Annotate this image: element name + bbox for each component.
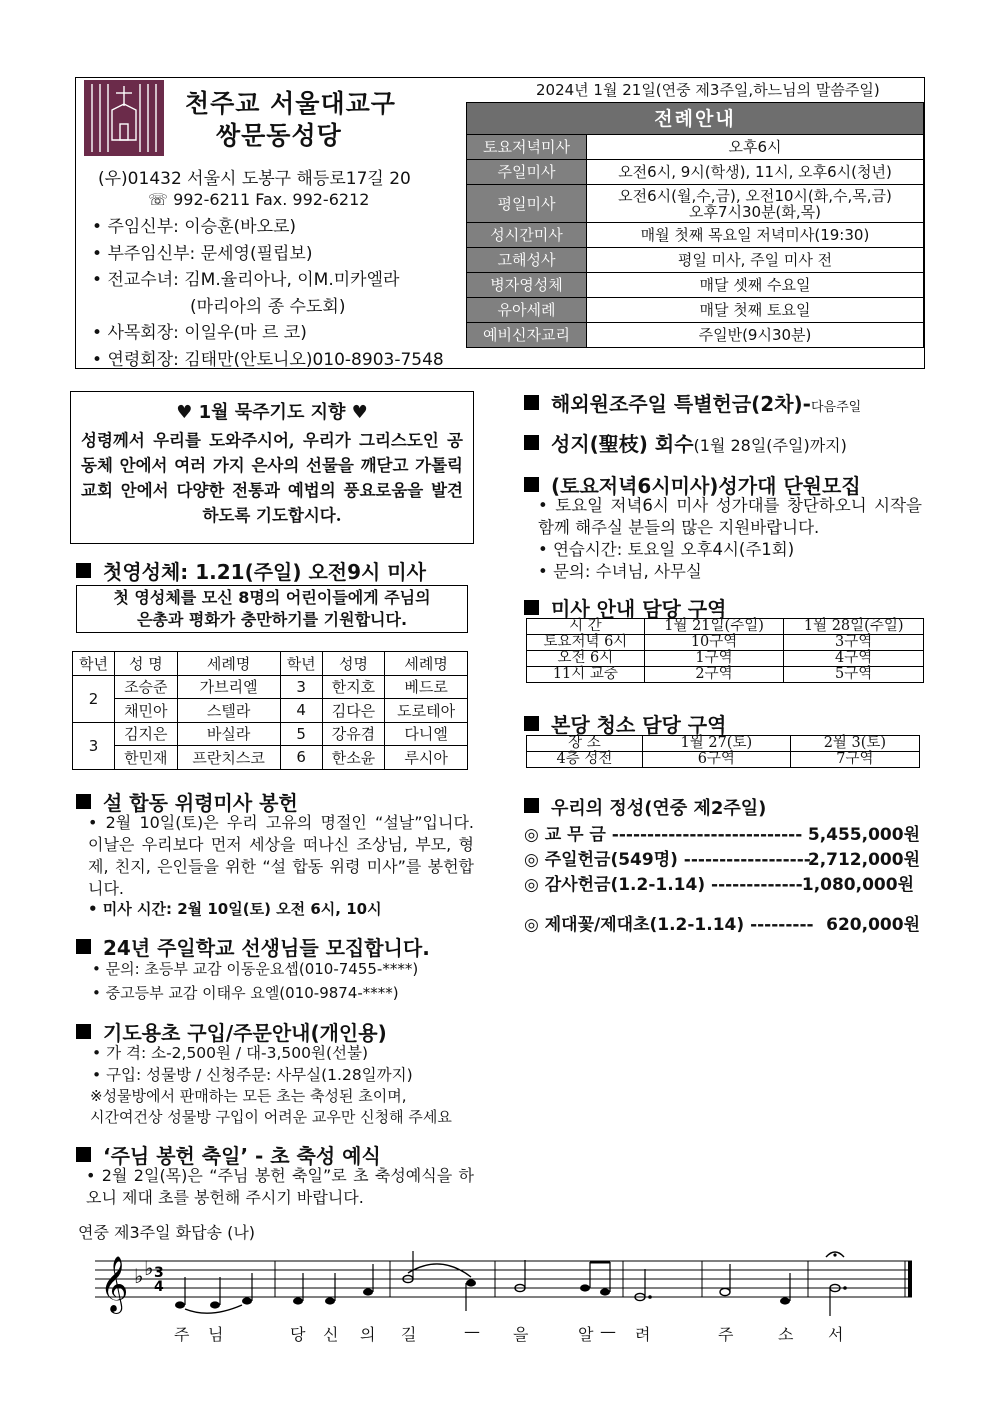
cleaning-section-title: 본당 청소 담당 구역 [524, 709, 726, 738]
lyric-syllable: 서 [828, 1325, 844, 1344]
teachers-section-title: 24년 주일학교 선생님들 모집합니다. [76, 932, 430, 961]
lyric-syllable: 당 [290, 1325, 306, 1344]
table-row: 채민아 스텔라 4 김다은 도로테아 [73, 699, 468, 723]
liturgy-value-line: 오후7시30분(화,목) [688, 202, 822, 221]
lyrics [90, 1322, 920, 1344]
offering-row: ◎ 주일헌금(549명) ------------------ 2,712,000원 [524, 850, 920, 870]
memorial-section-title: 설 합동 위령미사 봉헌 [76, 787, 298, 816]
svg-text:3: 3 [154, 1265, 164, 1281]
liturgy-key: 성시간미사 [467, 223, 587, 248]
table-header: 학년 [280, 652, 322, 676]
liturgy-value [587, 185, 924, 223]
liturgy-key: 유아세례 [467, 298, 587, 323]
table-row: 한민재 프란치스코 6 한소윤 루시아 [73, 746, 468, 770]
offering-row: ◎ 제대꽃/제대초(1.2-1.14) --------- 620,000원 [524, 915, 920, 935]
lyric-syllable: 주 [174, 1325, 190, 1344]
liturgy-value: 매달 셋째 수요일 [587, 273, 924, 298]
communion-table [72, 651, 468, 770]
communion-message-box [76, 585, 468, 633]
lyric-syllable: 주 [718, 1325, 734, 1344]
liturgy-value: 평일 미사, 주일 미사 전 [587, 248, 924, 273]
liturgy-key: 평일미사 [467, 185, 587, 223]
memorial-text: • 2월 10일(토)은 우리 고유의 명절인 “설날”입니다. 이날은 우리보다 먼저 세상을 떠나신 조상님, 부모, 형제, 친지, 은인들을 위한 “설 합동 위령 미사”를 봉헌합니다. [88, 813, 474, 898]
candles-section-title: 기도용초 구입/주문안내(개인용) [76, 1017, 387, 1046]
liturgy-key: 예비신자교리 [467, 323, 587, 348]
liturgy-key: 토요저녁미사 [467, 135, 587, 160]
liturgy-value: 오후6시 [587, 135, 924, 160]
liturgy-key: 주일미사 [467, 160, 587, 185]
liturgy-value: 매월 첫째 목요일 저녁미사(19:30) [587, 223, 924, 248]
staff-item: • 연령회장: 김태만(안토니오)010-8903-7548 [92, 347, 444, 374]
table-header: 시 간 [527, 619, 645, 635]
choir-line: • 문의: 수녀님, 사무실 [538, 562, 702, 581]
lyric-syllable: 신 [323, 1325, 339, 1344]
liturgy-value: 주일반(9시30분) [587, 323, 924, 348]
bulletin-date: 2024년 1월 21일(연중 제3주일,하느님의 말씀주일) [536, 81, 880, 99]
presentation-text: • 2월 2일(목)은 “주님 봉헌 축일”로 초 축성예식을 하오니 제대 초를 봉헌해 주시기 바랍니다. [86, 1166, 474, 1207]
table-header: 1월 28일(주일) [784, 619, 924, 635]
candles-line: • 가 격: 소-2,500원 / 대-3,500원(선불) [92, 1044, 369, 1062]
table-row: 3 김지은 바실라 5 강유겸 다니엘 [73, 722, 468, 746]
table-row: 11시 교중 2구역 5구역 [527, 667, 924, 683]
svg-text:4: 4 [154, 1279, 164, 1295]
table-row: 2 조승준 가브리엘 3 한지호 베드로 [73, 675, 468, 699]
cleaning-table [526, 735, 920, 768]
table-header: 1월 27(토) [642, 736, 790, 752]
lyric-syllable: 의 [360, 1325, 376, 1344]
communion-message-line: 첫 영성체를 모신 8명의 어린이들에게 주님의 [113, 588, 431, 607]
table-row: 토요저녁 6시 10구역 3구역 [527, 635, 924, 651]
candles-note: ※성물방에서 판매하는 모든 초는 축성된 초이며, [90, 1087, 407, 1105]
lyric-syllable: — [600, 1322, 616, 1341]
svg-text:♭: ♭ [134, 1264, 144, 1288]
liturgy-key: 고해성사 [467, 248, 587, 273]
table-header: 성명 [322, 652, 384, 676]
lyric-syllable: 려 [635, 1325, 651, 1344]
church-name: 쌍문동성당 [216, 121, 342, 150]
liturgy-value-line: 오전6시(월,수,금), 오전10시(화,수,목,금) [618, 186, 892, 205]
staff-item: • 사목회장: 이일우(마 르 코) [92, 320, 444, 347]
lyric-syllable: 소 [778, 1325, 794, 1344]
aid-section-title: 해외원조주일 특별헌금(2차)-다음주일 [524, 388, 861, 417]
svg-text:𝄞: 𝄞 [100, 1256, 129, 1312]
svg-text:♭: ♭ [144, 1256, 154, 1280]
liturgy-value: 매달 첫째 토요일 [587, 298, 924, 323]
prayer-title: ♥ 1월 묵주기도 지향 ♥ [176, 402, 368, 423]
mass-guide-table [526, 618, 924, 683]
choir-text: • 토요일 저녁6시 미사 성가대를 창단하오니 시작을 함께 해주실 분들의 많은 지원바랍니다. [538, 496, 922, 537]
liturgy-value: 오전6시, 9시(학생), 11시, 오후6시(청년) [587, 160, 924, 185]
candles-line: • 구입: 성물방 / 신청주문: 사무실(1.28일까지) [92, 1066, 413, 1084]
staff-item: • 주임신부: 이승훈(바오로) [92, 214, 444, 241]
presentation-section-title: ‘주님 봉헌 축일’ - 초 축성 예식 [76, 1140, 381, 1169]
psalm-title: 연중 제3주일 화답송 (나) [78, 1223, 256, 1242]
teachers-line: • 문의: 초등부 교감 이동운요셉(010-7455-****) [92, 960, 419, 978]
offering-row: ◎ 감사헌금(1.2-1.14) ------------- 1,080,000원 [524, 875, 914, 895]
staff-item: • 부주임신부: 문세영(필립보) [92, 241, 444, 268]
memorial-time: • 미사 시간: 2월 10일(토) 오전 6시, 10시 [88, 900, 382, 918]
prayer-intention-box [70, 391, 474, 544]
lyric-syllable: 알 [578, 1325, 594, 1344]
staff-item: • 전교수녀: 김M.율리아나, 이M.미카엘라 [92, 267, 444, 294]
teachers-line: • 중고등부 교감 이태우 요엘(010-9874-****) [92, 984, 399, 1002]
mass-guide-section-title: 미사 안내 담당 구역 [524, 593, 726, 622]
table-row: 4층 성전 6구역 7구역 [527, 752, 920, 768]
candles-note: 시간여건상 성물방 구입이 어려운 교우만 신청해 주세요 [90, 1108, 452, 1126]
table-header: 2월 3(토) [790, 736, 919, 752]
staff-item-cont: (마리아의 종 수도회) [190, 296, 346, 317]
staff-list [92, 214, 444, 373]
church-phone: ☏ 992-6211 Fax. 992-6212 [148, 190, 370, 209]
liturgy-table [466, 102, 924, 348]
table-header: 성 명 [115, 652, 177, 676]
liturgy-key: 병자영성체 [467, 273, 587, 298]
lyric-syllable: 길 [401, 1325, 417, 1344]
communion-section-title: 첫영성체: 1.21(주일) 오전9시 미사 [76, 556, 426, 585]
table-header: 세례명 [385, 652, 468, 676]
lyric-syllable: 을 [513, 1325, 529, 1344]
palm-section-title: 성지(聖枝) 회수(1월 28일(주일)까지) [524, 428, 847, 457]
offering-section-title: 우리의 정성(연중 제2주일) [524, 794, 766, 820]
table-header: 학년 [73, 652, 115, 676]
table-header: 세례명 [177, 652, 280, 676]
church-logo [84, 80, 164, 156]
communion-message-line: 은총과 평화가 충만하기를 기원합니다. [136, 610, 408, 629]
lyric-syllable: 님 [208, 1325, 224, 1344]
choir-section-title: (토요저녁6시미사)성가대 단원모집 [524, 470, 861, 499]
table-header: 장 소 [527, 736, 643, 752]
table-header: 1월 21일(주일) [644, 619, 784, 635]
church-address: (우)01432 서울시 도봉구 해등로17길 20 [98, 169, 411, 189]
offering-row: ◎ 교 무 금 --------------------------- 5,455,000원 [524, 825, 920, 845]
liturgy-title: 전례안내 [467, 103, 924, 135]
lyric-syllable: — [464, 1322, 480, 1341]
prayer-text: 성령께서 우리를 도와주시어, 우리가 그리스도인 공동체 안에서 여러 가지 은사의 선물을 깨닫고 가톨릭 교회 안에서 다양한 전통과 예법의 풍요로움을 발견하도록 기도합시다. [81, 431, 463, 525]
table-row: 오전 6시 1구역 4구역 [527, 651, 924, 667]
choir-line: • 연습시간: 토요일 오후4시(주1회) [538, 540, 795, 559]
church-diocese: 천주교 서울대교구 [185, 89, 396, 118]
